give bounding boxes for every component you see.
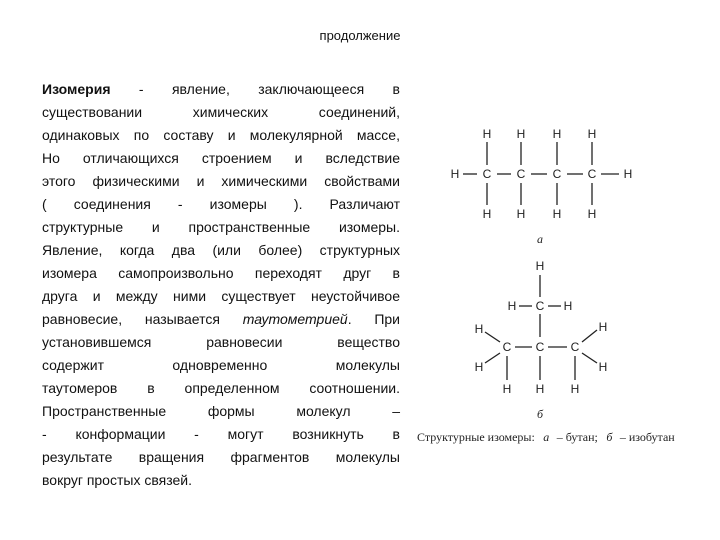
- carbon-atom: C: [482, 167, 492, 181]
- butane-structure: [451, 127, 633, 246]
- carbon-atom: C: [535, 340, 545, 354]
- hydrogen-atom: H: [474, 360, 484, 374]
- hydrogen-atom: H: [516, 207, 526, 221]
- carbon-atom: C: [502, 340, 512, 354]
- carbon-atom: C: [570, 340, 580, 354]
- hydrogen-atom: H: [623, 167, 633, 181]
- text-line: равновесие, называется таутометрией. При: [42, 311, 401, 327]
- label-a: а: [537, 232, 543, 246]
- isobutane-structure: [475, 259, 608, 421]
- carbon-atom: C: [516, 167, 526, 181]
- hydrogen-atom: H: [535, 382, 545, 396]
- text-line: таутомеров в определенном соотношении.: [42, 380, 400, 396]
- hydrogen-atom: H: [552, 207, 562, 221]
- text-line: изомера самопроизвольно переходят друг в: [42, 265, 400, 281]
- hydrogen-atom: H: [535, 259, 545, 273]
- hydrogen-atom: H: [598, 320, 608, 334]
- hydrogen-atom: H: [587, 127, 597, 141]
- text-line: ( соединения - изомеры ). Различают: [42, 196, 400, 212]
- text-line: существовании химических соединений,: [42, 104, 400, 120]
- text-line: Явление, когда два (или более) структурных: [42, 242, 400, 258]
- text-line: результате вращения фрагментов молекулы: [42, 449, 400, 465]
- text-line: друга и между ними существует неустойчивое: [42, 288, 400, 304]
- hydrogen-atom: H: [482, 207, 492, 221]
- text-line: структурные и пространственные изомеры.: [42, 219, 400, 235]
- page-title: продолжение: [319, 28, 401, 43]
- carbon-atom: C: [552, 167, 562, 181]
- hydrogen-atom: H: [474, 322, 484, 336]
- hydrogen-atom: H: [552, 127, 562, 141]
- text-line: этого физическими и химическими свойствами: [42, 173, 400, 189]
- text-line: вокруг простых связей.: [42, 472, 192, 488]
- hydrogen-atom: H: [563, 299, 573, 313]
- hydrogen-atom: H: [598, 360, 608, 374]
- body-text: [42, 78, 400, 492]
- term-tautometriya: таутометрией: [242, 311, 348, 327]
- text-line: Изомерия - явление, заключающееся в: [42, 81, 400, 97]
- text-line: - конформации - могут возникнуть в: [42, 426, 400, 442]
- carbon-atom: C: [587, 167, 597, 181]
- text-line: одинаковых по составу и молекулярной массе,: [42, 127, 400, 143]
- hydrogen-atom: H: [587, 207, 597, 221]
- structural-isomers-figure: [415, 115, 715, 460]
- label-b: б: [536, 407, 544, 421]
- hydrogen-atom: H: [507, 299, 517, 313]
- hydrogen-atom: H: [570, 382, 580, 396]
- isomers-diagram: [415, 115, 715, 460]
- term-izomeriya: Изомерия: [42, 81, 111, 97]
- text-line: установившемся равновесии вещество: [42, 334, 400, 350]
- hydrogen-atom: H: [450, 167, 460, 181]
- hydrogen-atom: H: [516, 127, 526, 141]
- hydrogen-atom: H: [502, 382, 512, 396]
- text-line: содержит одновременно молекулы: [42, 357, 400, 373]
- hydrogen-atom: H: [482, 127, 492, 141]
- text-line: Но отличающихся строением и вследствие: [42, 150, 400, 166]
- carbon-atom: C: [535, 299, 545, 313]
- text-line: Пространственные формы молекул –: [42, 403, 400, 419]
- figure-caption: Структурные изомеры: а – бутан; б – изобутан: [417, 430, 675, 444]
